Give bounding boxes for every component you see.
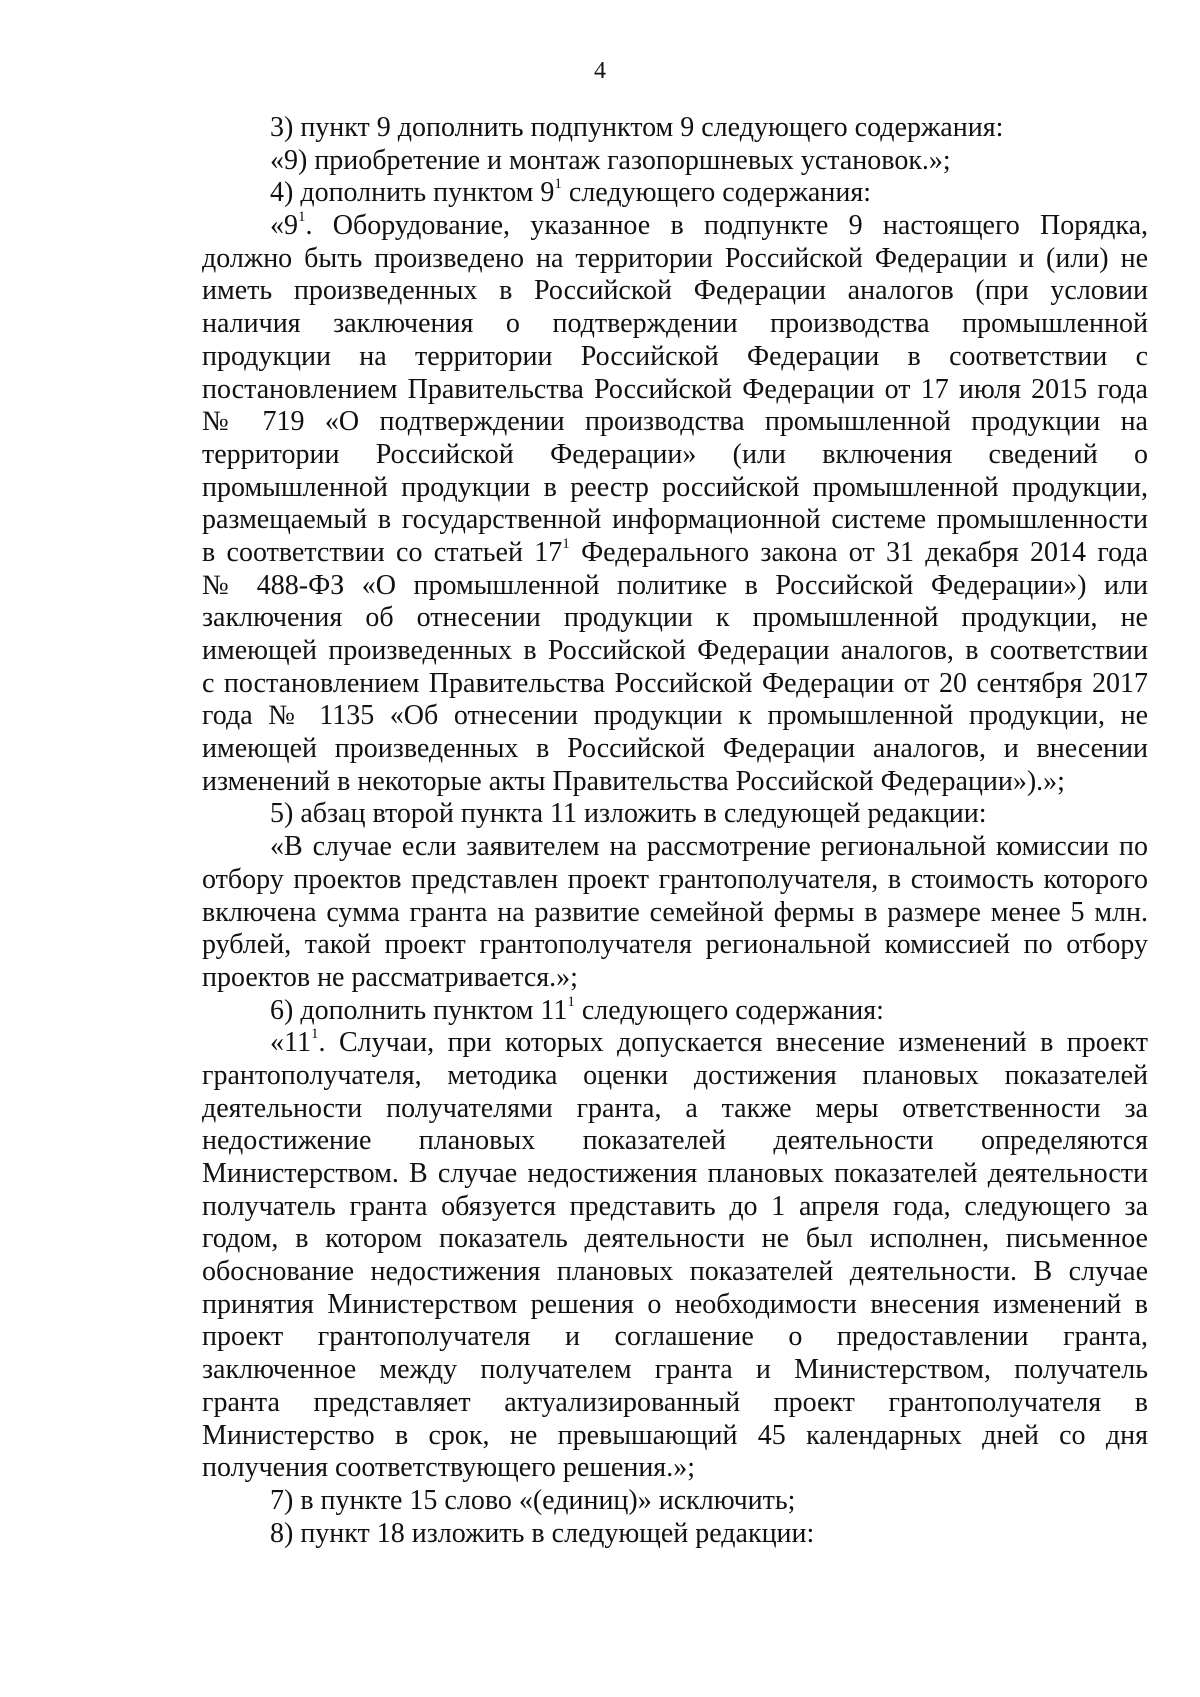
text-line (202, 1191, 1148, 1224)
text-line (202, 1125, 1148, 1158)
text-line-main: «9 (270, 210, 298, 242)
text-line-main: имеющей произведенных в Российской Федерации аналогов, и внесении (202, 733, 1148, 765)
text-line-main: недостижение плановых показателей деятельности определяются (202, 1125, 1148, 1157)
text-line-main: Министерство в срок, не превышающий 45 календарных дней со дня (202, 1419, 1148, 1451)
text-line (202, 668, 1148, 701)
text-line (202, 1158, 1148, 1191)
text-line-main: 4) дополнить пунктом 9 (270, 177, 555, 209)
text-line-main: заключения об отнесении продукции к промышленной продукции, не (202, 602, 1148, 634)
superscript-index: 1 (562, 535, 570, 552)
text-line (202, 243, 1148, 276)
text-line (202, 537, 1148, 570)
document-body (202, 112, 1148, 1550)
text-line-main: получения соответствующего решения.»; (202, 1452, 695, 1484)
text-line-main: 3) пункт 9 дополнить подпунктом 9 следующего содержания: (270, 112, 1004, 143)
text-line (202, 308, 1148, 341)
text-line (202, 962, 1148, 995)
text-line (202, 766, 1148, 799)
text-line-main: 8) пункт 18 изложить в следующей редакции: (270, 1517, 815, 1549)
text-line (202, 275, 1148, 308)
text-line (202, 439, 1148, 472)
text-line-main: размещаемый в государственной информационной системе промышленности (202, 504, 1148, 536)
text-line (202, 177, 1148, 210)
superscript-index: 1 (298, 209, 306, 226)
text-line (202, 1420, 1148, 1453)
text-line (202, 798, 1148, 831)
text-line (202, 897, 1148, 930)
text-line (202, 1060, 1148, 1093)
text-line (202, 406, 1148, 439)
superscript-index: 1 (554, 176, 562, 193)
text-line (202, 831, 1148, 864)
text-line (202, 1452, 1148, 1485)
text-line-main: № 719 «О подтверждении производства промышленной продукции на (202, 406, 1148, 438)
text-line-continuation: . Случаи, при которых допускается внесение изменений в проект (318, 1027, 1148, 1059)
text-line (202, 145, 1148, 178)
text-line-continuation: . Оборудование, указанное в подпункте 9 настоящего Порядка, (305, 210, 1148, 242)
text-line-main: должно быть произведено на территории Российской Федерации и (или) не (202, 242, 1148, 274)
text-line-main: гранта представляет актуализированный проект грантополучателя в (202, 1386, 1148, 1418)
text-line-continuation: следующего содержания: (574, 994, 884, 1026)
text-line (202, 733, 1148, 766)
text-line-main: обоснование недостижения плановых показателей деятельности. В случае (202, 1256, 1148, 1288)
text-line (202, 700, 1148, 733)
text-line-main: 5) абзац второй пункта 11 изложить в следующей редакции: (270, 798, 987, 830)
text-line (202, 1027, 1148, 1060)
text-line-main: грантополучателя, методика оценки достижения плановых показателей (202, 1059, 1148, 1091)
text-line (202, 602, 1148, 635)
text-line (202, 1387, 1148, 1420)
text-line-main: продукции на территории Российской Федерации в соответствии с (202, 340, 1148, 372)
text-line-main: № 488-ФЗ «О промышленной политике в Российской Федерации») или (202, 569, 1148, 601)
text-line-main: 6) дополнить пунктом 11 (270, 994, 568, 1026)
text-line (202, 635, 1148, 668)
text-line-main: рублей, такой проект грантополучателя региональной комиссией по отбору (202, 929, 1148, 961)
text-line (202, 210, 1148, 243)
text-line (202, 472, 1148, 505)
text-line (202, 1256, 1148, 1289)
text-line-main: наличия заключения о подтверждении производства промышленной (202, 308, 1148, 340)
text-line (202, 929, 1148, 962)
text-line-main: получатель гранта обязуется представить до 1 апреля года, следующего за (202, 1190, 1148, 1222)
text-line-main: годом, в котором показатель деятельности не был исполнен, письменное (202, 1223, 1148, 1255)
text-line (202, 374, 1148, 407)
text-line-main: «9) приобретение и монтаж газопоршневых установок.»; (270, 144, 951, 176)
text-line (202, 1518, 1148, 1551)
text-line-main: территории Российской Федерации» (или включения сведений о (202, 438, 1148, 470)
text-line (202, 112, 1148, 145)
text-line-main: иметь произведенных в Российской Федерации аналогов (при условии (202, 275, 1148, 307)
text-line-main: «11 (270, 1027, 311, 1059)
text-line-main: Министерством. В случае недостижения плановых показателей деятельности (202, 1158, 1148, 1189)
text-line (202, 995, 1148, 1028)
text-line-main: заключенное между получателем гранта и Министерством, получатель (202, 1354, 1148, 1386)
text-line (202, 1485, 1148, 1518)
text-line-main: промышленной продукции в реестр российской промышленной продукции, (202, 471, 1148, 503)
text-line (202, 864, 1148, 897)
text-line-continuation: следующего содержания: (561, 177, 871, 209)
text-line-main: с постановлением Правительства Российской Федерации от 20 сентября 2017 (202, 667, 1148, 699)
page-number: 4 (594, 58, 606, 84)
text-line-main: постановлением Правительства Российской Федерации от 17 июля 2015 года (202, 373, 1148, 405)
text-line (202, 1223, 1148, 1256)
text-line-main: включена сумма гранта на развитие семейной фермы в размере менее 5 млн. (202, 896, 1148, 928)
text-line-main: в соответствии со статьей 17 (202, 536, 563, 568)
text-line-main: 7) в пункте 15 слово «(единиц)» исключить; (270, 1484, 796, 1516)
text-line (202, 1354, 1148, 1387)
superscript-index: 1 (310, 1026, 319, 1043)
text-line-main: отбору проектов представлен проект грантополучателя, в стоимость которого (202, 863, 1148, 895)
text-line-main: проект грантополучателя и соглашение о предоставлении гранта, (202, 1321, 1148, 1353)
text-line-continuation: Федерального закона от 31 декабря 2014 года (569, 536, 1148, 568)
text-line-main: проектов не рассматривается.»; (202, 961, 578, 993)
text-line-main: года № 1135 «Об отнесении продукции к промышленной продукции, не (202, 700, 1148, 732)
text-line (202, 341, 1148, 374)
text-line (202, 1093, 1148, 1126)
text-line (202, 1321, 1148, 1354)
text-line (202, 504, 1148, 537)
text-line (202, 1289, 1148, 1322)
text-line-main: деятельности получателями гранта, а также меры ответственности за (202, 1092, 1148, 1124)
superscript-index: 1 (567, 993, 575, 1010)
text-line-main: «В случае если заявителем на рассмотрение региональной комиссии по (270, 831, 1148, 863)
text-line-main: принятия Министерством решения о необходимости внесения изменений в (202, 1288, 1148, 1320)
text-line-main: изменений в некоторые акты Правительства Российской Федерации»).»; (202, 765, 1065, 797)
text-line (202, 570, 1148, 603)
text-line-main: имеющей произведенных в Российской Федерации аналогов, в соответствии (202, 635, 1148, 666)
